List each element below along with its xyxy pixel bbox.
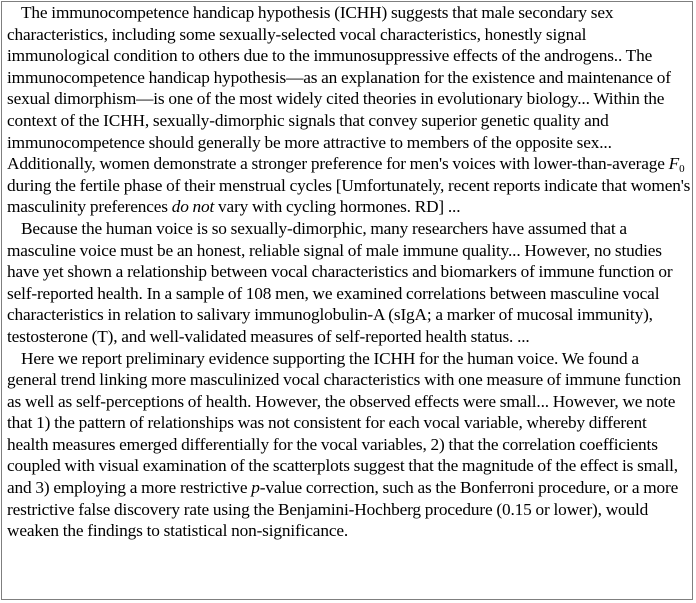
paragraph-3-text-b: -value correction, such as the Bonferroni procedure, or a more restrictive false discovery rate using the Benjamini-Hochberg procedure (0.15 or lower), would weaken the findings to statistical non-significance.	[7, 478, 679, 541]
emphasis-do-not: do not	[171, 197, 215, 217]
paragraph-1-text-c: vary with cycling hormones. RD] ...	[214, 197, 461, 217]
paragraph-3-text-a: Here we report preliminary evidence supporting the ICHH for the human voice. We found a general trend linking more masculinized vocal characteristics with one measure of immune function as well as self-perceptions of health. However, the observed effects were small... However, we note that 1) the pattern of relationships was not consistent for each vocal variable, whereby different health measures emerged differentially for the vocal variables, 2) that the correlation coefficients coupled with visual examination of the scatterplots suggest that the magnitude of the effect is small, and 3) employing a more restrictive	[7, 348, 681, 498]
paragraph-2	[7, 218, 691, 348]
f-subscript: 0	[679, 163, 685, 176]
paragraph-1-text-b: during the fertile phase of their menstrual cycles [Umfortunately, recent reports indicate that women's masculinity preferences	[7, 175, 691, 217]
paragraph-1	[7, 2, 691, 218]
quoted-excerpt	[7, 2, 691, 542]
paragraph-2-text: Because the human voice is so sexually-dimorphic, many researchers have assumed that a masculine voice must be an honest, reliable signal of male immune quality... However, no studies have yet shown a relationship between vocal characteristics and biomarkers of immune function or self-reported health. In a sample of 108 men, we examined correlations between masculine vocal characteristics in relation to salivary immunoglobulin-A (sIgA; a marker of mucosal immunity), testosterone (T), and well-validated measures of self-reported health status. ...	[7, 218, 673, 346]
f-symbol: F	[668, 154, 680, 174]
paragraph-1-text-a: The immunocompetence handicap hypothesis (ICHH) suggests that male secondary sex characteristics, including some sexually-selected vocal characteristics, honestly signal immunological condition to others due to the immunosuppressive effects of the androgens.. The immunocompetence handicap hypothesis—as an explanation for the existence and maintenance of sexual dimorphism—is one of the most widely cited theories in evolutionary biology... Within the context of the ICHH, sexually-dimorphic signals that convey superior genetic quality and immunocompetence should generally be more attractive to members of the opposite sex... Additionally, women demonstrate a stronger preference for men's voices with lower-than-average	[7, 3, 671, 174]
text-frame	[1, 1, 693, 600]
p-symbol: p	[251, 478, 260, 498]
paragraph-3	[7, 348, 691, 542]
